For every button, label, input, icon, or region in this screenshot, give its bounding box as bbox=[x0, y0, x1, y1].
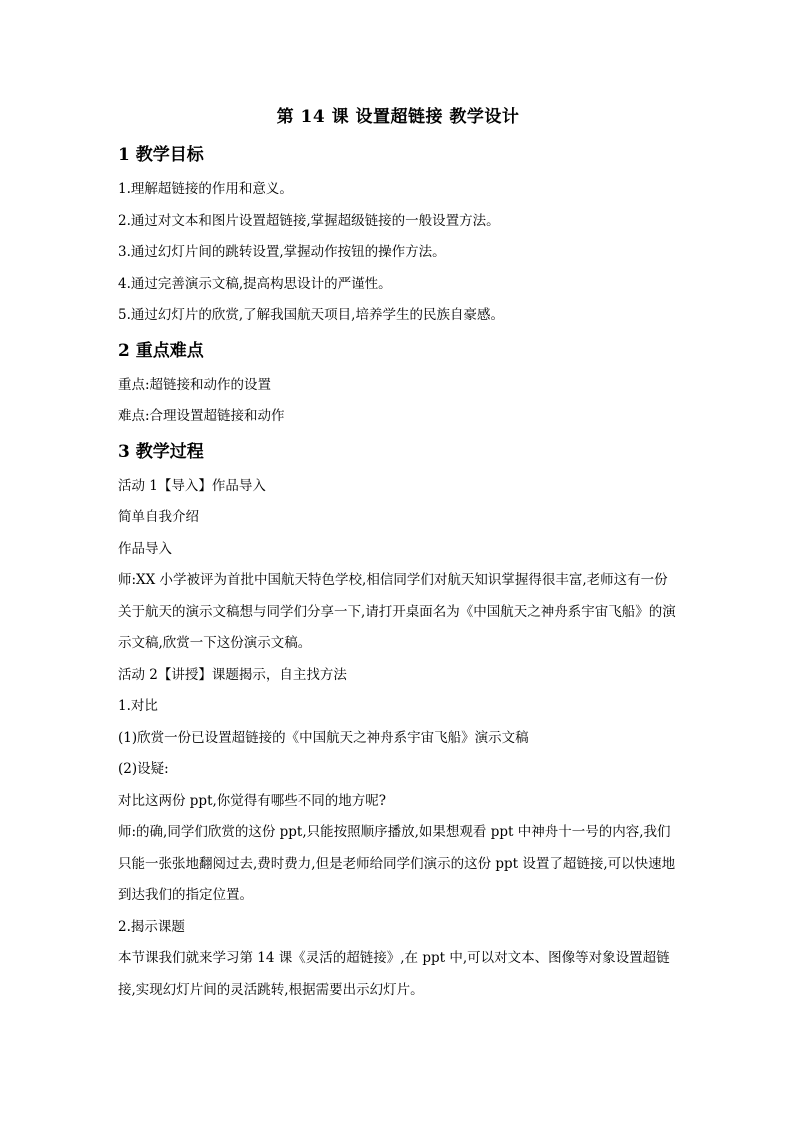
paragraph: 2.揭示课题 bbox=[118, 918, 185, 935]
paragraph: 本节课我们就来学习第 14 课《灵活的超链接》,在 ppt 中,可以对文本、图像等对象设置超链接,实现幻灯片间的灵活跳转,根据需要出示幻灯片。 bbox=[118, 950, 670, 998]
paragraph: 4.通过完善演示文稿,提高构思设计的严谨性。 bbox=[118, 275, 392, 292]
paragraph: (1)欣赏一份已设置超链接的《中国航天之神舟系宇宙飞船》演示文稿 bbox=[118, 729, 529, 746]
paragraph: 重点:超链接和动作的设置 bbox=[118, 376, 272, 393]
paragraph: 活动 2【讲授】课题揭示，自主找方法 bbox=[118, 666, 347, 683]
paragraph: 1.对比 bbox=[118, 698, 158, 714]
section-key-points bbox=[118, 338, 678, 433]
paragraph: 活动 1【导入】作品导入 bbox=[118, 477, 266, 494]
document-title: 第 14 课 设置超链接 教学设计 bbox=[276, 107, 520, 127]
paragraph: 2.通过对文本和图片设置超链接,掌握超级链接的一般设置方法。 bbox=[118, 212, 500, 229]
paragraph: 师:XX 小学被评为首批中国航天特色学校,相信同学们对航天知识掌握得很丰富,老师这有一份关于航天的演示文稿想与同学们分享一下,请打开桌面名为《中国航天之神舟系宇宙飞船》的演示文稿,欣赏一下这份演示文稿。 bbox=[118, 572, 676, 651]
section-teaching-objectives bbox=[118, 142, 678, 332]
section-heading: 1 教学目标 bbox=[118, 145, 204, 165]
paragraph: (2)设疑: bbox=[118, 761, 169, 777]
section-heading: 3 教学过程 bbox=[118, 441, 204, 462]
paragraph: 难点:合理设置超链接和动作 bbox=[118, 408, 285, 424]
paragraph: 5.通过幻灯片的欣赏,了解我国航天项目,培养学生的民族自豪感。 bbox=[118, 307, 504, 323]
paragraph: 作品导入 bbox=[118, 540, 172, 557]
paragraph: 师:的确,同学们欣赏的这份 ppt,只能按照顺序播放,如果想观看 ppt 中神舟十一号的内容,我们只能一张张地翻阅过去,费时费力,但是老师给同学们演示的这份 ppt 设置了超链接,可以快速地到达我们的指定位置。 bbox=[118, 824, 676, 903]
document-content bbox=[118, 104, 678, 1006]
paragraph: 简单自我介绍 bbox=[118, 509, 199, 525]
paragraph: 3.通过幻灯片间的跳转设置,掌握动作按钮的操作方法。 bbox=[118, 244, 446, 260]
section-teaching-process bbox=[118, 439, 678, 1007]
paragraph: 1.理解超链接的作用和意义。 bbox=[118, 181, 293, 197]
paragraph: 对比这两份 ppt,你觉得有哪些不同的地方呢? bbox=[118, 792, 387, 809]
section-heading: 2 重点难点 bbox=[118, 340, 204, 361]
